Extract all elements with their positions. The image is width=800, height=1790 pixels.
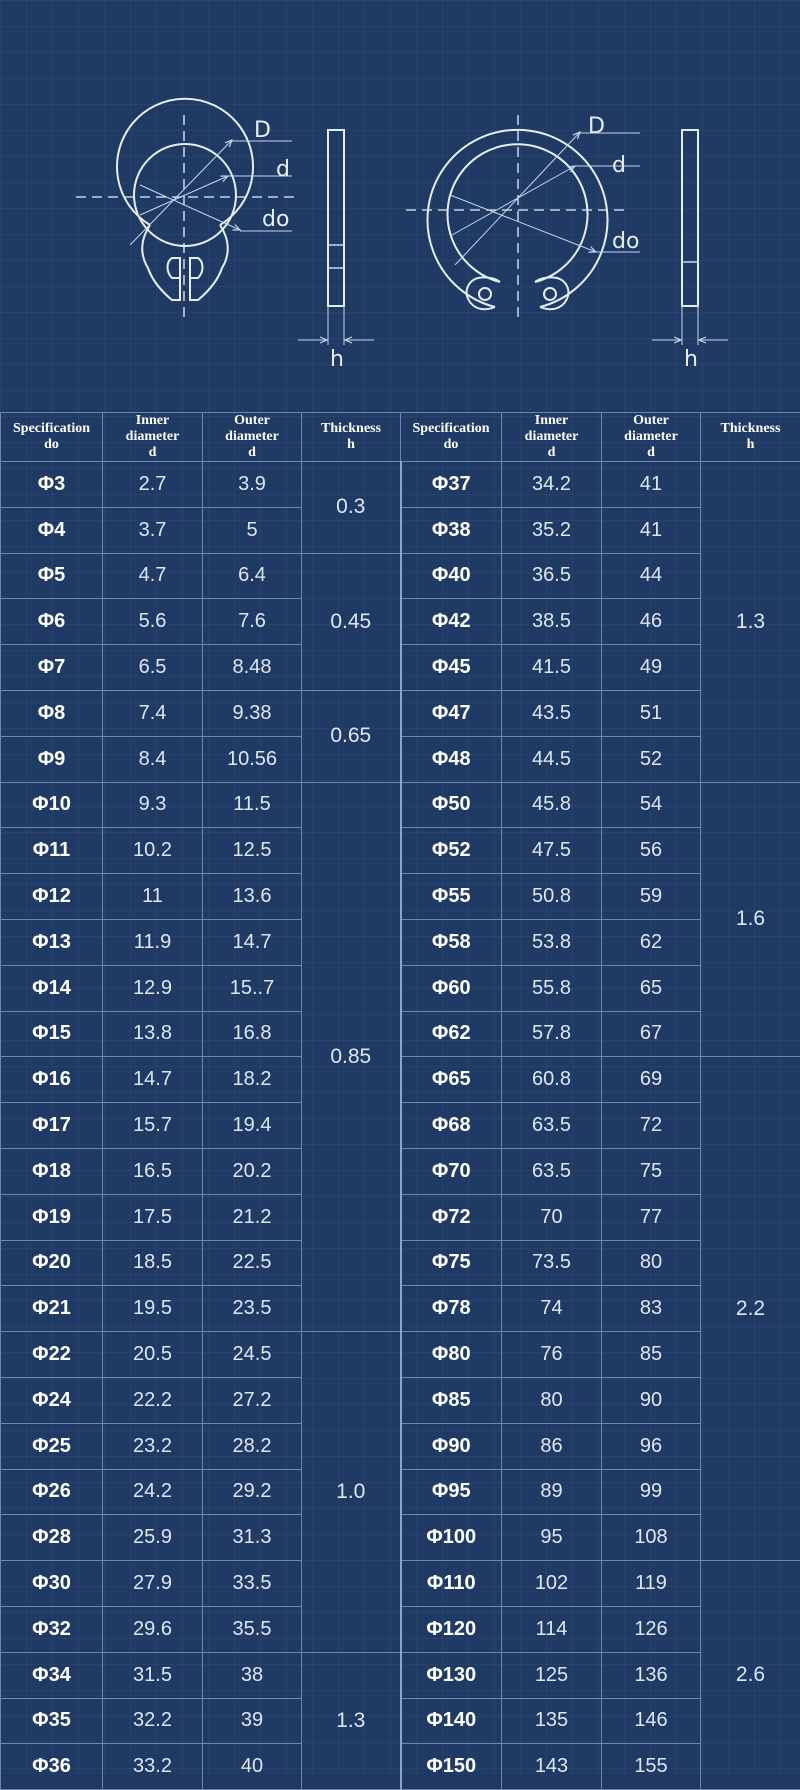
inner-diameter-cell: 24.2 — [103, 1469, 203, 1515]
spec-cell: Φ8 — [1, 690, 103, 736]
spec-cell: Φ150 — [401, 1744, 502, 1790]
spec-cell: Φ4 — [1, 507, 103, 553]
inner-diameter-cell: 5.6 — [103, 599, 203, 645]
inner-diameter-cell: 14.7 — [103, 1057, 203, 1103]
left-outer-diameter-label: D — [254, 118, 271, 143]
outer-diameter-cell: 33.5 — [203, 1561, 302, 1607]
spec-cell: Φ25 — [1, 1423, 103, 1469]
inner-diameter-cell: 73.5 — [502, 1240, 602, 1286]
inner-diameter-cell: 19.5 — [103, 1286, 203, 1332]
spec-cell: Φ72 — [401, 1194, 502, 1240]
thickness-cell: 0.45 — [302, 553, 401, 690]
spec-cell: Φ16 — [1, 1057, 103, 1103]
table-row — [1, 736, 800, 782]
right-outer-diameter-label: D — [588, 114, 605, 139]
header-inner-left: Inner diameter d — [103, 413, 203, 462]
table-row — [1, 1011, 800, 1057]
inner-diameter-cell: 31.5 — [103, 1652, 203, 1698]
outer-diameter-cell: 90 — [602, 1377, 701, 1423]
outer-diameter-cell: 119 — [602, 1561, 701, 1607]
outer-diameter-cell: 9.38 — [203, 690, 302, 736]
spec-cell: Φ47 — [401, 690, 502, 736]
thickness-cell: 2.2 — [701, 1057, 800, 1561]
outer-diameter-cell: 28.2 — [203, 1423, 302, 1469]
inner-diameter-cell: 10.2 — [103, 828, 203, 874]
outer-diameter-cell: 13.6 — [203, 874, 302, 920]
inner-diameter-cell: 95 — [502, 1515, 602, 1561]
table-row — [1, 1057, 800, 1103]
right-centerlines — [406, 115, 630, 322]
inner-diameter-cell: 9.3 — [103, 782, 203, 828]
inner-diameter-cell: 11 — [103, 874, 203, 920]
spec-cell: Φ24 — [1, 1377, 103, 1423]
outer-diameter-cell: 27.2 — [203, 1377, 302, 1423]
left-side-profile — [328, 130, 344, 306]
header-inner-right: Inner diameter d — [502, 413, 602, 462]
outer-diameter-cell: 83 — [602, 1286, 701, 1332]
spec-cell: Φ26 — [1, 1469, 103, 1515]
outer-diameter-cell: 146 — [602, 1698, 701, 1744]
table-body — [1, 462, 800, 1790]
ring-diagram — [0, 0, 800, 412]
outer-diameter-cell: 7.6 — [203, 599, 302, 645]
outer-diameter-cell: 75 — [602, 1148, 701, 1194]
spec-cell: Φ15 — [1, 1011, 103, 1057]
outer-diameter-cell: 65 — [602, 965, 701, 1011]
spec-cell: Φ14 — [1, 965, 103, 1011]
spec-cell: Φ11 — [1, 828, 103, 874]
spec-cell: Φ37 — [401, 462, 502, 508]
inner-diameter-cell: 114 — [502, 1606, 602, 1652]
spec-cell: Φ28 — [1, 1515, 103, 1561]
table-row — [1, 874, 800, 920]
spec-cell: Φ17 — [1, 1103, 103, 1149]
spec-cell: Φ68 — [401, 1103, 502, 1149]
inner-diameter-cell: 60.8 — [502, 1057, 602, 1103]
left-thickness-dimension — [298, 306, 374, 345]
inner-diameter-cell: 2.7 — [103, 462, 203, 508]
ring-diagram-area — [0, 0, 800, 413]
outer-diameter-cell: 19.4 — [203, 1103, 302, 1149]
inner-diameter-cell: 4.7 — [103, 553, 203, 599]
inner-diameter-cell: 76 — [502, 1332, 602, 1378]
spec-cell: Φ110 — [401, 1561, 502, 1607]
thickness-cell: 1.6 — [701, 782, 800, 1057]
left-thickness-label: h — [330, 347, 344, 372]
inner-diameter-cell: 70 — [502, 1194, 602, 1240]
spec-cell: Φ40 — [401, 553, 502, 599]
spec-cell: Φ60 — [401, 965, 502, 1011]
outer-diameter-cell: 11.5 — [203, 782, 302, 828]
outer-diameter-cell: 24.5 — [203, 1332, 302, 1378]
outer-diameter-cell: 18.2 — [203, 1057, 302, 1103]
table-row — [1, 1744, 800, 1790]
thickness-cell: 1.0 — [302, 1332, 401, 1653]
outer-diameter-cell: 51 — [602, 690, 701, 736]
outer-diameter-cell: 77 — [602, 1194, 701, 1240]
outer-diameter-cell: 14.7 — [203, 919, 302, 965]
spec-cell: Φ48 — [401, 736, 502, 782]
outer-diameter-cell: 155 — [602, 1744, 701, 1790]
outer-diameter-cell: 46 — [602, 599, 701, 645]
spec-cell: Φ13 — [1, 919, 103, 965]
table-row — [1, 462, 800, 508]
inner-diameter-cell: 125 — [502, 1652, 602, 1698]
outer-diameter-cell: 15..7 — [203, 965, 302, 1011]
spec-cell: Φ7 — [1, 645, 103, 691]
inner-diameter-cell: 38.5 — [502, 599, 602, 645]
outer-diameter-cell: 35.5 — [203, 1606, 302, 1652]
inner-diameter-cell: 3.7 — [103, 507, 203, 553]
inner-diameter-cell: 23.2 — [103, 1423, 203, 1469]
table-row — [1, 1332, 800, 1378]
inner-diameter-cell: 50.8 — [502, 874, 602, 920]
outer-diameter-cell: 72 — [602, 1103, 701, 1149]
outer-diameter-cell: 20.2 — [203, 1148, 302, 1194]
outer-diameter-cell: 21.2 — [203, 1194, 302, 1240]
thickness-cell: 0.65 — [302, 690, 401, 782]
spec-cell: Φ130 — [401, 1652, 502, 1698]
table-row — [1, 965, 800, 1011]
inner-diameter-cell: 74 — [502, 1286, 602, 1332]
outer-diameter-cell: 31.3 — [203, 1515, 302, 1561]
outer-diameter-cell: 23.5 — [203, 1286, 302, 1332]
spec-cell: Φ30 — [1, 1561, 103, 1607]
spec-cell: Φ52 — [401, 828, 502, 874]
table-row — [1, 828, 800, 874]
spec-cell: Φ55 — [401, 874, 502, 920]
outer-diameter-cell: 67 — [602, 1011, 701, 1057]
inner-diameter-cell: 11.9 — [103, 919, 203, 965]
table-row — [1, 599, 800, 645]
spec-cell: Φ50 — [401, 782, 502, 828]
spec-cell: Φ85 — [401, 1377, 502, 1423]
table-row — [1, 1469, 800, 1515]
spec-cell: Φ95 — [401, 1469, 502, 1515]
outer-diameter-cell: 40 — [203, 1744, 302, 1790]
spec-cell: Φ3 — [1, 462, 103, 508]
inner-diameter-cell: 17.5 — [103, 1194, 203, 1240]
table-header-row — [1, 413, 800, 462]
inner-diameter-cell: 55.8 — [502, 965, 602, 1011]
inner-diameter-cell: 33.2 — [103, 1744, 203, 1790]
spec-cell: Φ80 — [401, 1332, 502, 1378]
outer-diameter-cell: 49 — [602, 645, 701, 691]
table-row — [1, 1286, 800, 1332]
inner-diameter-cell: 86 — [502, 1423, 602, 1469]
spec-cell: Φ58 — [401, 919, 502, 965]
table-row — [1, 553, 800, 599]
spec-cell: Φ35 — [1, 1698, 103, 1744]
table-row — [1, 1698, 800, 1744]
spec-cell: Φ6 — [1, 599, 103, 645]
inner-diameter-cell: 80 — [502, 1377, 602, 1423]
inner-diameter-cell: 63.5 — [502, 1103, 602, 1149]
header-thickness-left: Thickness h — [302, 413, 401, 462]
inner-diameter-cell: 102 — [502, 1561, 602, 1607]
outer-diameter-cell: 3.9 — [203, 462, 302, 508]
inner-diameter-cell: 57.8 — [502, 1011, 602, 1057]
table-row — [1, 1652, 800, 1698]
spec-cell: Φ18 — [1, 1148, 103, 1194]
table-row — [1, 690, 800, 736]
table-row — [1, 1148, 800, 1194]
thickness-cell: 0.3 — [302, 462, 401, 554]
spec-cell: Φ70 — [401, 1148, 502, 1194]
inner-diameter-cell: 29.6 — [103, 1606, 203, 1652]
outer-diameter-cell: 41 — [602, 462, 701, 508]
outer-diameter-cell: 44 — [602, 553, 701, 599]
outer-diameter-cell: 29.2 — [203, 1469, 302, 1515]
spec-cell: Φ22 — [1, 1332, 103, 1378]
spec-cell: Φ10 — [1, 782, 103, 828]
outer-diameter-cell: 96 — [602, 1423, 701, 1469]
outer-diameter-cell: 5 — [203, 507, 302, 553]
left-spec-label: do — [262, 207, 289, 232]
inner-diameter-cell: 43.5 — [502, 690, 602, 736]
outer-diameter-cell: 99 — [602, 1469, 701, 1515]
inner-diameter-cell: 12.9 — [103, 965, 203, 1011]
table-row — [1, 1561, 800, 1607]
spec-cell: Φ12 — [1, 874, 103, 920]
inner-diameter-cell: 34.2 — [502, 462, 602, 508]
header-thickness-right: Thickness h — [701, 413, 800, 462]
outer-diameter-cell: 59 — [602, 874, 701, 920]
spec-cell: Φ65 — [401, 1057, 502, 1103]
right-thickness-dimension — [652, 306, 728, 345]
inner-diameter-cell: 32.2 — [103, 1698, 203, 1744]
e-type-ring-drawing — [117, 99, 253, 300]
inner-diameter-cell: 25.9 — [103, 1515, 203, 1561]
table-row — [1, 1515, 800, 1561]
spec-cell: Φ140 — [401, 1698, 502, 1744]
inner-diameter-cell: 47.5 — [502, 828, 602, 874]
right-side-profile — [682, 130, 698, 306]
outer-diameter-cell: 39 — [203, 1698, 302, 1744]
header-spec-left: Specification do — [1, 413, 103, 462]
spec-cell: Φ120 — [401, 1606, 502, 1652]
inner-diameter-cell: 44.5 — [502, 736, 602, 782]
table-row — [1, 782, 800, 828]
inner-diameter-cell: 53.8 — [502, 919, 602, 965]
spec-cell: Φ19 — [1, 1194, 103, 1240]
table-row — [1, 1377, 800, 1423]
inner-diameter-cell: 63.5 — [502, 1148, 602, 1194]
spec-cell: Φ20 — [1, 1240, 103, 1286]
spec-cell: Φ75 — [401, 1240, 502, 1286]
thickness-cell: 1.3 — [701, 462, 800, 783]
left-inner-diameter-label: d — [276, 157, 290, 182]
table-row — [1, 645, 800, 691]
table-row — [1, 1423, 800, 1469]
table-row — [1, 1103, 800, 1149]
spec-cell: Φ100 — [401, 1515, 502, 1561]
spec-cell: Φ42 — [401, 599, 502, 645]
outer-diameter-cell: 22.5 — [203, 1240, 302, 1286]
outer-diameter-cell: 52 — [602, 736, 701, 782]
spec-cell: Φ62 — [401, 1011, 502, 1057]
spec-cell: Φ5 — [1, 553, 103, 599]
inner-diameter-cell: 27.9 — [103, 1561, 203, 1607]
inner-diameter-cell: 15.7 — [103, 1103, 203, 1149]
header-outer-left: Outer diameter d — [203, 413, 302, 462]
inner-diameter-cell: 13.8 — [103, 1011, 203, 1057]
outer-diameter-cell: 126 — [602, 1606, 701, 1652]
outer-diameter-cell: 85 — [602, 1332, 701, 1378]
spec-cell: Φ34 — [1, 1652, 103, 1698]
outer-diameter-cell: 108 — [602, 1515, 701, 1561]
spec-cell: Φ45 — [401, 645, 502, 691]
outer-diameter-cell: 136 — [602, 1652, 701, 1698]
spec-cell: Φ36 — [1, 1744, 103, 1790]
spec-cell: Φ9 — [1, 736, 103, 782]
outer-diameter-cell: 80 — [602, 1240, 701, 1286]
thickness-cell: 1.3 — [302, 1652, 401, 1789]
inner-diameter-cell: 7.4 — [103, 690, 203, 736]
inner-diameter-cell: 45.8 — [502, 782, 602, 828]
thickness-cell: 0.85 — [302, 782, 401, 1332]
inner-diameter-cell: 20.5 — [103, 1332, 203, 1378]
outer-diameter-cell: 8.48 — [203, 645, 302, 691]
inner-diameter-cell: 135 — [502, 1698, 602, 1744]
circlip-spec-table — [0, 412, 800, 1790]
inner-diameter-cell: 36.5 — [502, 553, 602, 599]
inner-diameter-cell: 22.2 — [103, 1377, 203, 1423]
outer-diameter-cell: 41 — [602, 507, 701, 553]
table-row — [1, 1194, 800, 1240]
table-row — [1, 1240, 800, 1286]
thickness-cell: 2.6 — [701, 1561, 800, 1790]
inner-diameter-cell: 143 — [502, 1744, 602, 1790]
header-spec-right: Specification do — [401, 413, 502, 462]
header-outer-right: Outer diameter d — [602, 413, 701, 462]
inner-diameter-cell: 35.2 — [502, 507, 602, 553]
outer-diameter-cell: 12.5 — [203, 828, 302, 874]
inner-diameter-cell: 8.4 — [103, 736, 203, 782]
inner-diameter-cell: 41.5 — [502, 645, 602, 691]
outer-diameter-cell: 62 — [602, 919, 701, 965]
outer-diameter-cell: 6.4 — [203, 553, 302, 599]
outer-diameter-cell: 69 — [602, 1057, 701, 1103]
outer-diameter-cell: 10.56 — [203, 736, 302, 782]
inner-diameter-cell: 6.5 — [103, 645, 203, 691]
spec-cell: Φ90 — [401, 1423, 502, 1469]
inner-diameter-cell: 89 — [502, 1469, 602, 1515]
outer-diameter-cell: 54 — [602, 782, 701, 828]
right-spec-label: do — [612, 229, 639, 254]
outer-diameter-cell: 38 — [203, 1652, 302, 1698]
right-inner-diameter-label: d — [612, 153, 626, 178]
inner-diameter-cell: 16.5 — [103, 1148, 203, 1194]
right-thickness-label: h — [684, 347, 698, 372]
spec-cell: Φ21 — [1, 1286, 103, 1332]
spec-cell: Φ78 — [401, 1286, 502, 1332]
table-row — [1, 919, 800, 965]
outer-diameter-cell: 16.8 — [203, 1011, 302, 1057]
spec-cell: Φ32 — [1, 1606, 103, 1652]
table-row — [1, 1606, 800, 1652]
inner-diameter-cell: 18.5 — [103, 1240, 203, 1286]
spec-cell: Φ38 — [401, 507, 502, 553]
table-row — [1, 507, 800, 553]
outer-diameter-cell: 56 — [602, 828, 701, 874]
